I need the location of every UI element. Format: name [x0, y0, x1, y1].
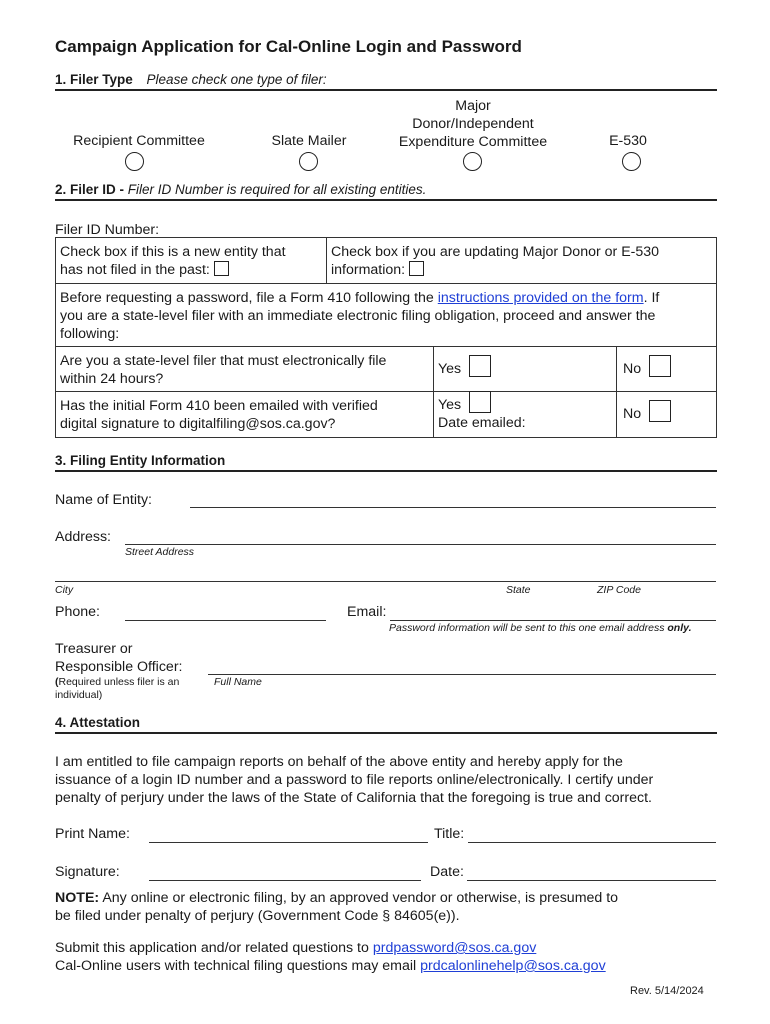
option-recipient-committee-label: Recipient Committee — [73, 133, 205, 149]
question-2-no-checkbox[interactable] — [649, 400, 671, 422]
date-emailed-label: Date emailed: — [438, 415, 526, 431]
note-paragraph — [55, 889, 720, 925]
attestation-line-1: I am entitled to file campaign reports on behalf of the above entity and hereby apply for the — [55, 754, 623, 770]
revision-date: Rev. 5/14/2024 — [630, 985, 704, 997]
instructions-link[interactable]: instructions provided on the form — [437, 290, 644, 306]
question-2-text-2: digital signature to digitalfiling@sos.ca.gov? — [60, 416, 336, 432]
new-entity-text-1: Check box if this is a new entity that — [60, 244, 286, 260]
print-name-field[interactable] — [149, 842, 428, 843]
filer-id-label: Filer ID Number: — [55, 222, 160, 238]
required-paren: ( — [55, 676, 59, 688]
question-2-cell — [60, 397, 430, 433]
radio-recipient-committee[interactable] — [125, 152, 144, 171]
table-divider — [56, 391, 716, 392]
prdpassword-email-link[interactable]: prdpassword@sos.ca.gov — [372, 940, 537, 956]
state-caption: State — [506, 584, 531, 596]
signature-label: Signature: — [55, 864, 120, 880]
address-label: Address: — [55, 529, 111, 545]
major-donor-line-2: Donor/Independent — [412, 116, 534, 132]
phone-field[interactable] — [125, 620, 326, 621]
updating-text-2: information: — [331, 262, 406, 278]
attestation-line-2: issuance of a login ID number and a password to file reports online/electronically. I certify under — [55, 772, 654, 788]
question-2-yes — [438, 396, 526, 432]
signature-field[interactable] — [149, 880, 421, 881]
question-2-yes-checkbox[interactable] — [469, 391, 491, 413]
attestation-line-3: penalty of perjury under the laws of the State of California that the foregoing is true and correct. — [55, 790, 653, 806]
question-1-no-label: No — [623, 361, 642, 377]
filer-id-table — [55, 237, 717, 438]
instructions-text-end: . If — [643, 290, 660, 306]
zip-caption: ZIP Code — [597, 584, 641, 596]
question-2-yes-label: Yes — [438, 397, 462, 413]
question-1-cell — [60, 352, 430, 388]
name-of-entity-label: Name of Entity: — [55, 492, 152, 508]
street-address-field[interactable] — [125, 544, 716, 545]
note-line-2: be filed under penalty of perjury (Government Code § 84605(e)). — [55, 908, 460, 924]
section-1-rule — [55, 89, 717, 91]
new-entity-text-2: has not filed in the past: — [60, 262, 210, 278]
email-note-bold: only. — [667, 622, 692, 634]
required-note — [55, 676, 179, 702]
note-bold-label: NOTE: — [55, 890, 100, 906]
section-1-title: 1. Filer Type — [55, 72, 133, 87]
option-major-donor-label — [383, 97, 563, 151]
question-1-text-2: within 24 hours? — [60, 371, 164, 387]
contact-paragraph — [55, 939, 720, 975]
question-2-text-1: Has the initial Form 410 been emailed with verified — [60, 398, 378, 414]
updating-checkbox[interactable] — [409, 261, 424, 276]
radio-slate-mailer[interactable] — [299, 152, 318, 171]
treasurer-label — [55, 640, 183, 676]
date-label: Date: — [430, 864, 464, 880]
title-label: Title: — [434, 826, 465, 842]
section-2-instruction: Filer ID Number is required for all existing entities. — [127, 182, 427, 197]
attestation-paragraph — [55, 753, 720, 807]
question-1-no — [623, 360, 671, 378]
section-1-instruction: Please check one type of filer: — [146, 72, 327, 87]
table-divider — [56, 346, 716, 347]
required-note-1: Required unless filer is an — [58, 676, 180, 688]
table-divider — [56, 283, 716, 284]
section-3-rule — [55, 470, 717, 472]
question-1-yes — [438, 360, 491, 378]
question-2-no-label: No — [623, 406, 642, 422]
phone-label: Phone: — [55, 604, 100, 620]
section-2-heading — [55, 182, 426, 197]
section-1-heading — [55, 72, 327, 87]
section-4-rule — [55, 732, 717, 734]
name-of-entity-field[interactable] — [190, 507, 716, 508]
major-donor-line-3: Expenditure Committee — [398, 134, 548, 150]
treasurer-label-2: Responsible Officer: — [55, 659, 183, 675]
treasurer-full-name-field[interactable] — [208, 674, 716, 675]
email-label: Email: — [347, 604, 387, 620]
instructions-text-2: you are a state-level filer with an immediate electronic filing obligation, proceed and answer the — [60, 308, 656, 324]
email-note — [389, 622, 692, 634]
radio-e530[interactable] — [622, 152, 641, 171]
city-state-zip-field[interactable] — [55, 581, 716, 582]
required-note-2: individual) — [55, 689, 103, 701]
question-1-text-1: Are you a state-level filer that must electronically file — [60, 353, 387, 369]
section-2-title: 2. Filer ID - — [55, 182, 125, 197]
section-3-heading: 3. Filing Entity Information — [55, 453, 226, 468]
email-note-text: Password information will be sent to this one email address — [389, 622, 665, 634]
question-1-yes-label: Yes — [438, 361, 462, 377]
updating-text-1: Check box if you are updating Major Donor or E-530 — [331, 244, 660, 260]
question-2-no — [623, 405, 671, 423]
option-e530-label: E-530 — [609, 133, 647, 149]
question-1-no-checkbox[interactable] — [649, 355, 671, 377]
prdcalonlinehelp-email-link[interactable]: prdcalonlinehelp@sos.ca.gov — [420, 958, 606, 974]
instructions-cell — [60, 289, 714, 343]
contact-line-2: Cal-Online users with technical filing questions may email — [55, 958, 417, 974]
city-caption: City — [55, 584, 74, 596]
title-field[interactable] — [468, 842, 716, 843]
new-entity-checkbox[interactable] — [214, 261, 229, 276]
print-name-label: Print Name: — [55, 826, 130, 842]
instructions-text-3: following: — [60, 326, 120, 342]
section-4-heading: 4. Attestation — [55, 715, 141, 730]
section-2-rule — [55, 199, 717, 201]
street-address-caption: Street Address — [125, 546, 195, 558]
note-line-1: Any online or electronic filing, by an approved vendor or otherwise, is presumed to — [102, 890, 619, 906]
question-1-yes-checkbox[interactable] — [469, 355, 491, 377]
treasurer-label-1: Treasurer or — [55, 641, 133, 657]
date-field[interactable] — [467, 880, 716, 881]
radio-major-donor[interactable] — [463, 152, 482, 171]
updating-cell — [331, 243, 715, 279]
instructions-text: Before requesting a password, file a Form 410 following the — [60, 290, 434, 306]
option-slate-mailer-label: Slate Mailer — [271, 133, 347, 149]
new-entity-cell — [60, 243, 322, 279]
email-field[interactable] — [390, 620, 716, 621]
page-title: Campaign Application for Cal-Online Login and Password — [55, 37, 522, 56]
table-divider — [326, 238, 327, 283]
full-name-caption: Full Name — [214, 676, 262, 688]
contact-line-1: Submit this application and/or related questions to — [55, 940, 369, 956]
major-donor-line-1: Major — [455, 98, 491, 114]
